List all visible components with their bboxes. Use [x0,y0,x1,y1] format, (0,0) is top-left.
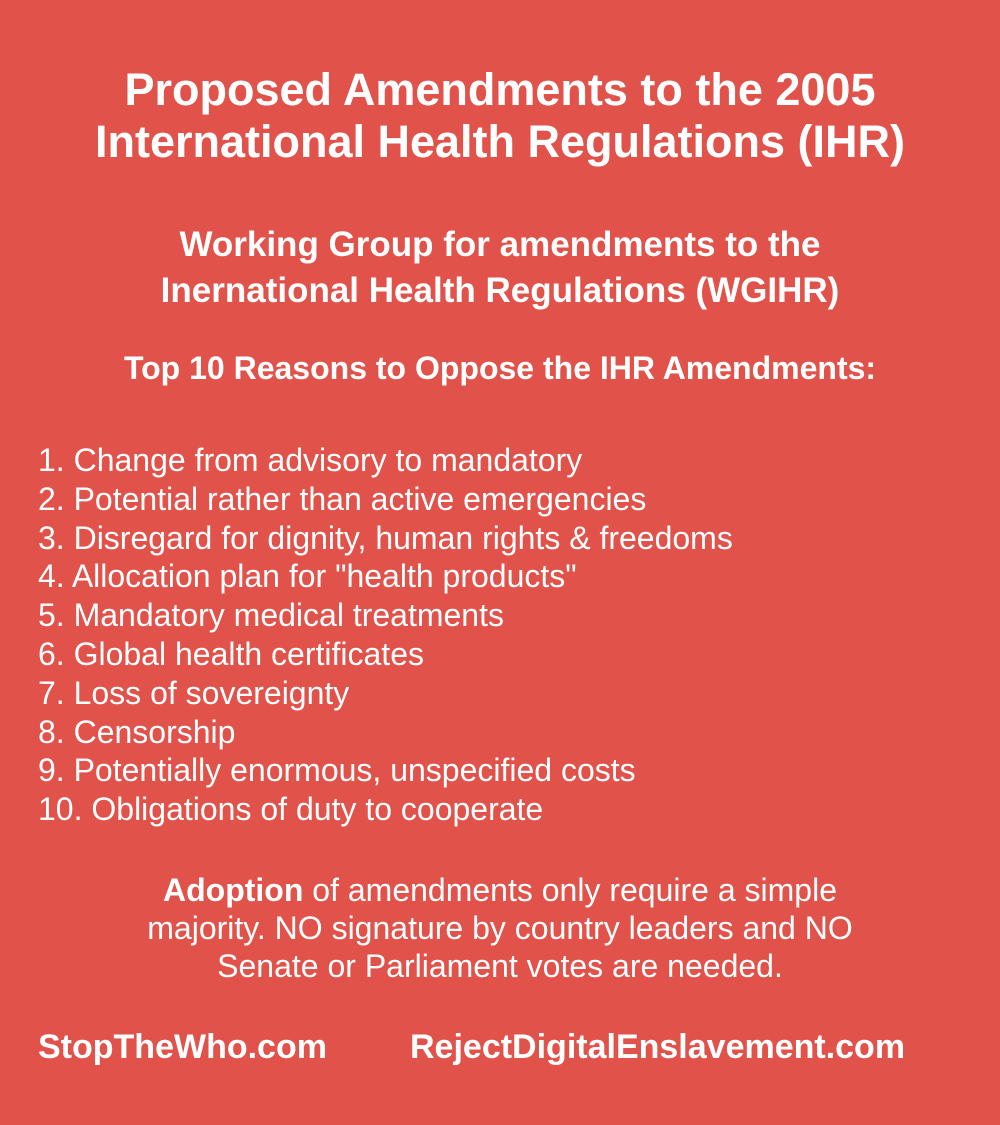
adoption-line-1 [40,871,960,909]
reason-item-5: 5. Mandatory medical treatments [38,597,504,634]
footer [0,1025,1000,1069]
reason-item-10: 10. Obligations of duty to cooperate [38,791,544,828]
footer-site-stopthewho: StopTheWho.com [38,1028,327,1066]
subtitle-line-2: Inernational Health Regulations (WGIHR) [160,271,840,310]
reason-item-6: 6. Global health certificates [38,635,424,672]
adoption-line-1-rest: of amendments only require a simple [303,872,837,908]
title-line-1: Proposed Amendments to the 2005 [124,64,876,115]
working-group-subtitle [0,222,1000,314]
title-line-2: International Health Regulations (IHR) [94,116,906,167]
reason-item-1: 1. Change from advisory to mandatory [38,442,583,478]
footer-site-rejectdigitalenslavement: RejectDigitalEnslavement.com [410,1028,906,1066]
reason-item-9: 9. Potentially enormous, unspecified costs [38,752,636,789]
reason-item-4: 4. Allocation plan for "health products" [38,558,577,595]
page-title [0,64,1000,168]
adoption-bold-word: Adoption [163,872,304,908]
reason-item-7: 7. Loss of sovereignty [38,674,350,711]
reason-item-2: 2. Potential rather than active emergencies [38,480,647,517]
reason-item-3: 3. Disregard for dignity, human rights & freedoms [38,519,733,556]
reasons-list [38,441,978,829]
reason-item-8: 8. Censorship [38,713,236,750]
adoption-line-3: Senate or Parliament votes are needed. [217,948,783,984]
adoption-line-2: majority. NO signature by country leaders and NO [147,910,853,946]
adoption-note [40,871,960,985]
reasons-heading: Top 10 Reasons to Oppose the IHR Amendments: [123,350,877,386]
subtitle-line-1: Working Group for amendments to the [179,225,821,264]
